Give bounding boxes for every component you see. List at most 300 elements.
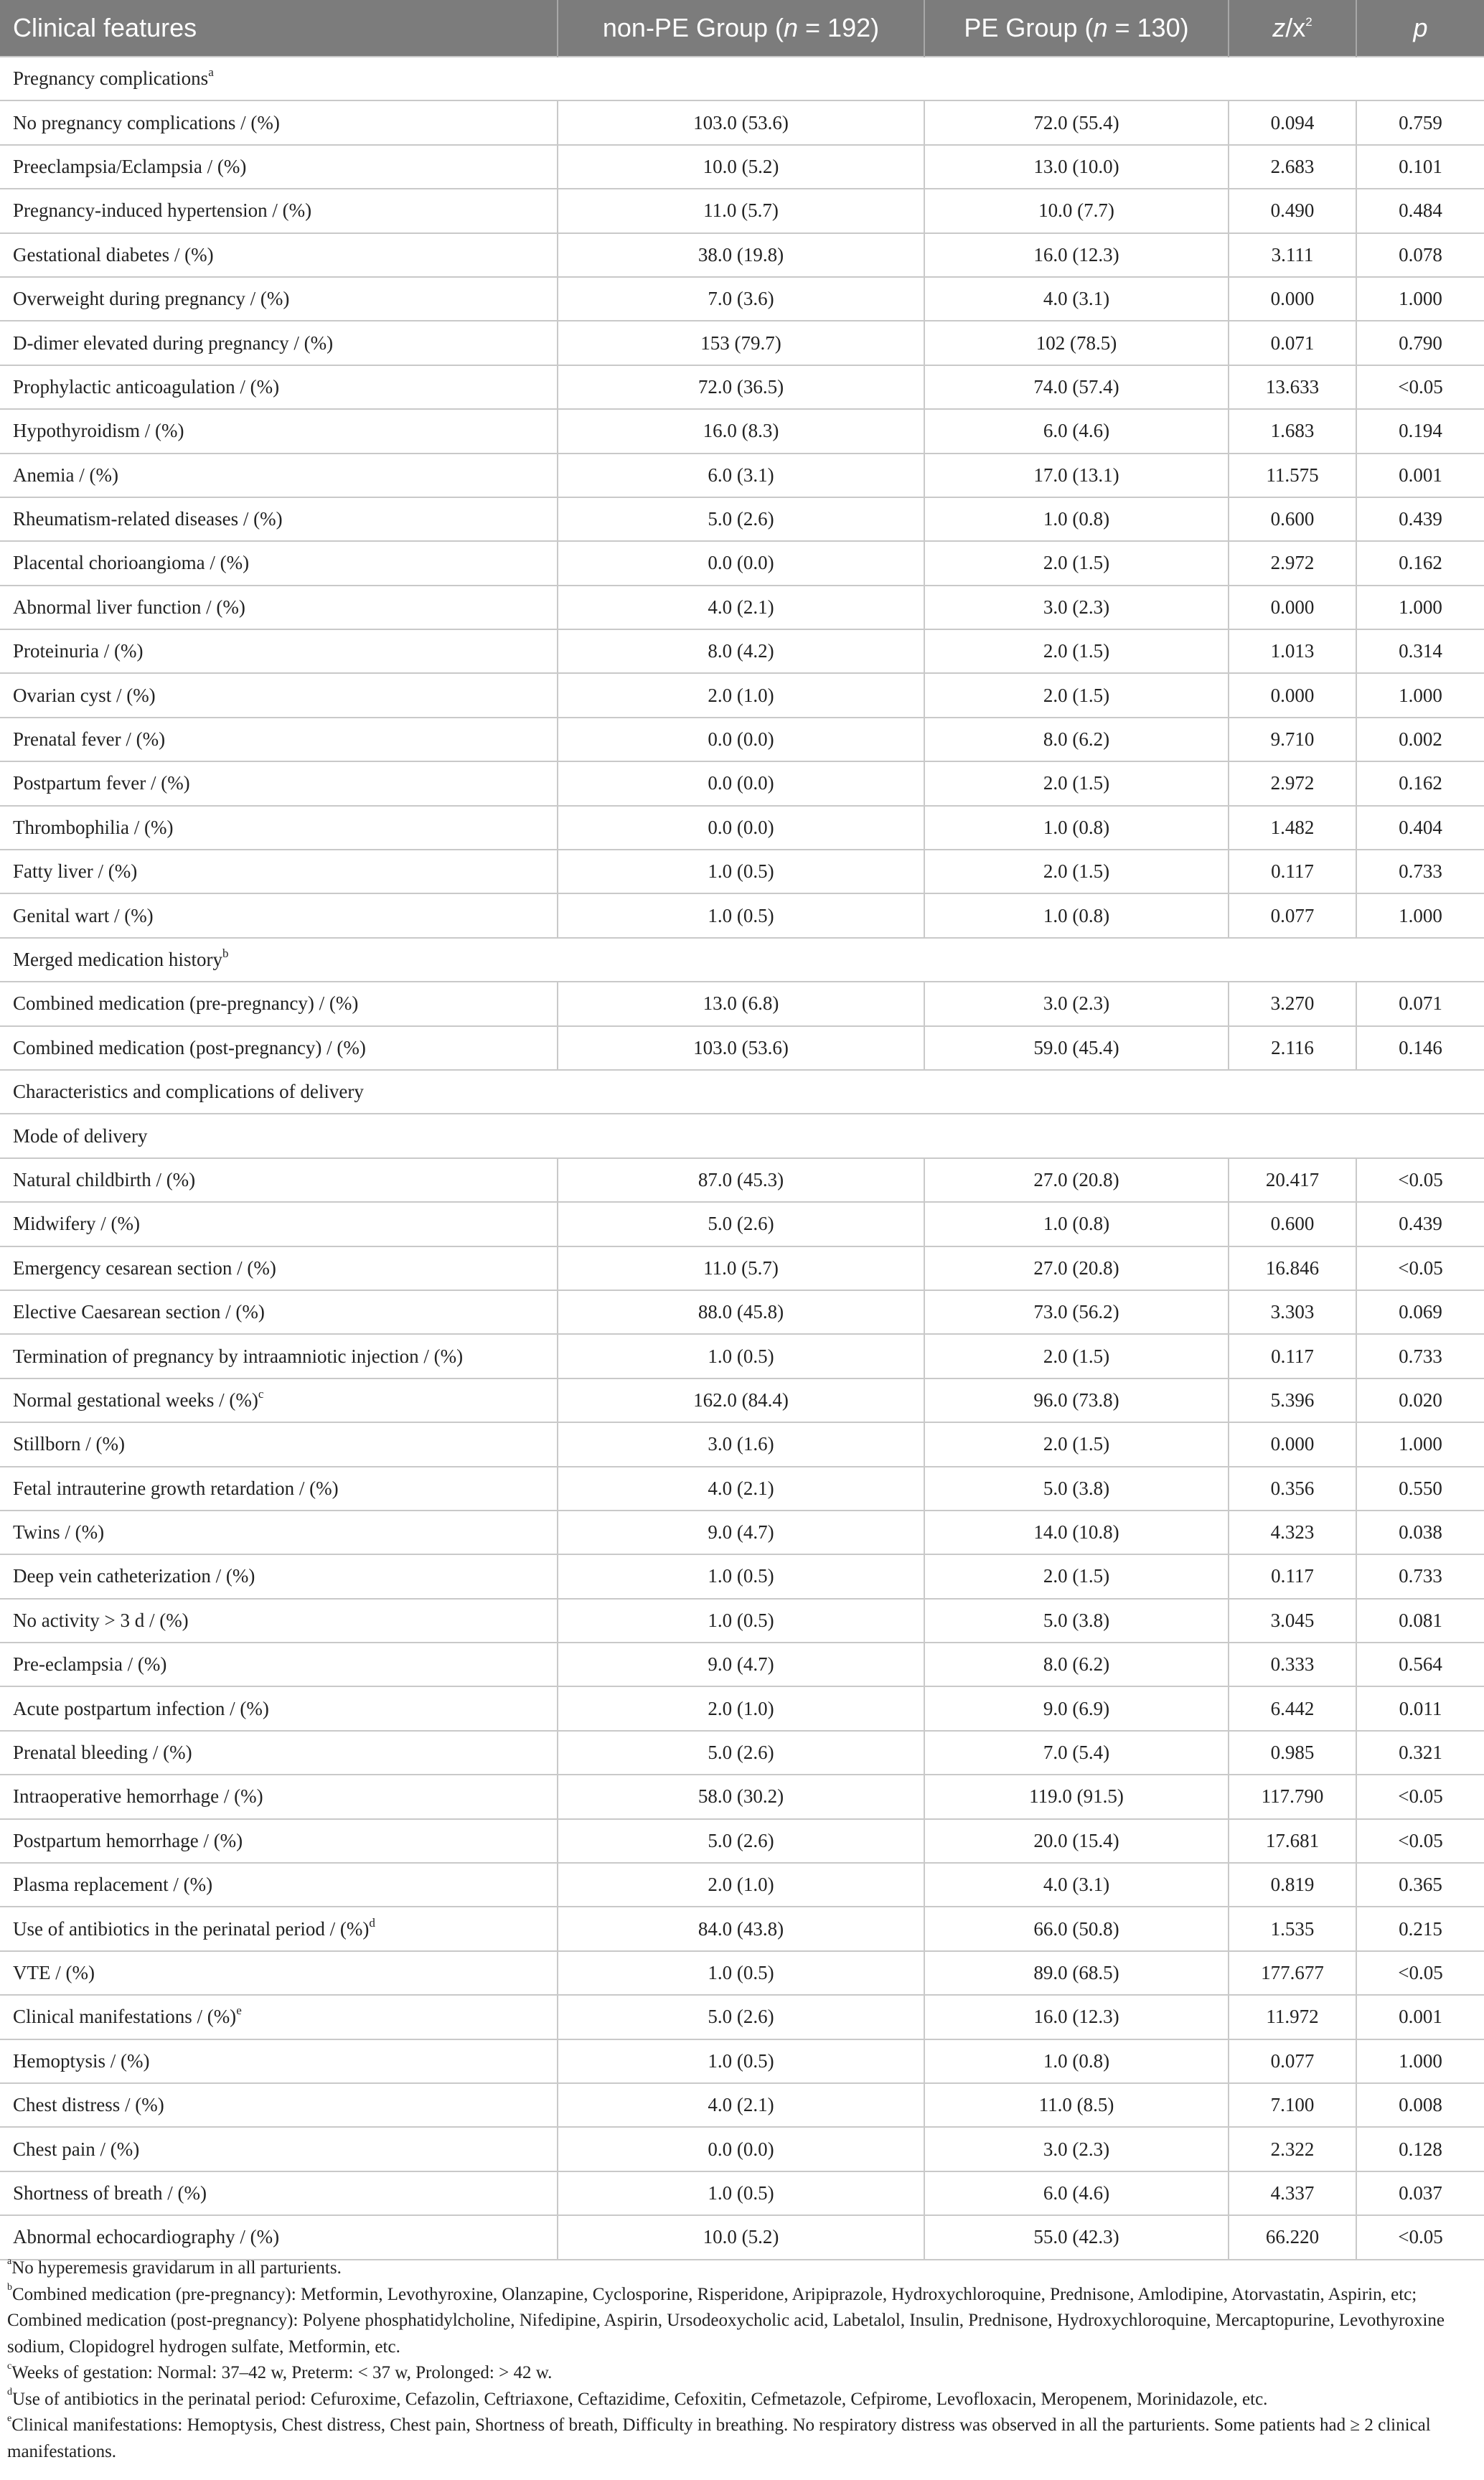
- cell-p-value: 0.564: [1356, 1643, 1484, 1686]
- cell-feature: Prenatal bleeding / (%): [0, 1731, 558, 1775]
- cell-pe: 2.0 (1.5): [924, 673, 1229, 717]
- table-row: [0, 1863, 1484, 1907]
- cell-statistic: 3.270: [1229, 982, 1356, 1025]
- cell-non-pe: 4.0 (2.1): [558, 586, 924, 629]
- cell-non-pe: 9.0 (4.7): [558, 1643, 924, 1686]
- cell-pe: 27.0 (20.8): [924, 1158, 1229, 1202]
- cell-pe: 96.0 (73.8): [924, 1378, 1229, 1422]
- cell-statistic: 9.710: [1229, 718, 1356, 761]
- cell-statistic: 2.972: [1229, 761, 1356, 805]
- cell-feature: Overweight during pregnancy / (%): [0, 277, 558, 321]
- cell-non-pe: 1.0 (0.5): [558, 1554, 924, 1598]
- table-row: [0, 1686, 1484, 1730]
- cell-pe: 1.0 (0.8): [924, 806, 1229, 850]
- cell-p-value: 1.000: [1356, 893, 1484, 937]
- table-row: [0, 1202, 1484, 1246]
- cell-pe: 3.0 (2.3): [924, 982, 1229, 1025]
- cell-statistic: 0.356: [1229, 1467, 1356, 1511]
- cell-statistic: 0.071: [1229, 321, 1356, 365]
- cell-pe: 2.0 (1.5): [924, 541, 1229, 585]
- cell-non-pe: 0.0 (0.0): [558, 541, 924, 585]
- cell-p-value: 0.194: [1356, 409, 1484, 453]
- table-row: [0, 982, 1484, 1025]
- cell-statistic: 0.000: [1229, 673, 1356, 717]
- cell-non-pe: 1.0 (0.5): [558, 893, 924, 937]
- cell-p-value: 0.439: [1356, 1202, 1484, 1246]
- table-row: [0, 893, 1484, 937]
- cell-statistic: 2.322: [1229, 2127, 1356, 2171]
- cell-p-value: 0.081: [1356, 1599, 1484, 1643]
- cell-feature: Shortness of breath / (%): [0, 2171, 558, 2215]
- cell-pe: 55.0 (42.3): [924, 2215, 1229, 2259]
- table-row: [0, 1422, 1484, 1466]
- table-row: [0, 1775, 1484, 1818]
- cell-p-value: 0.002: [1356, 718, 1484, 761]
- footnote: $^c$Weeks of gestation: Normal: 37–42 w, Preterm: < 37 w, Prolonged: > 42 w.: [7, 2360, 553, 2382]
- cell-p-value: <0.05: [1356, 1951, 1484, 1995]
- cell-non-pe: 88.0 (45.8): [558, 1290, 924, 1334]
- table-row: [0, 454, 1484, 497]
- table-row: [0, 1334, 1484, 1378]
- cell-pe: 6.0 (4.6): [924, 409, 1229, 453]
- cell-non-pe: 84.0 (43.8): [558, 1907, 924, 1950]
- cell-p-value: 0.790: [1356, 321, 1484, 365]
- table-row: [0, 233, 1484, 277]
- cell-statistic: 2.116: [1229, 1026, 1356, 1070]
- cell-p-value: 0.146: [1356, 1026, 1484, 1070]
- cell-statistic: 0.000: [1229, 1422, 1356, 1466]
- cell-pe: 72.0 (55.4): [924, 100, 1229, 144]
- cell-non-pe: 5.0 (2.6): [558, 1731, 924, 1775]
- cell-non-pe: 153 (79.7): [558, 321, 924, 365]
- table-row: [0, 409, 1484, 453]
- table-row: [0, 1907, 1484, 1950]
- cell-feature: Normal gestational weeks / (%)$^c$: [0, 1378, 558, 1422]
- table-row: [0, 541, 1484, 585]
- cell-pe: 1.0 (0.8): [924, 1202, 1229, 1246]
- cell-feature: VTE / (%): [0, 1951, 558, 1995]
- cell-statistic: 0.000: [1229, 277, 1356, 321]
- cell-pe: 20.0 (15.4): [924, 1819, 1229, 1863]
- table-row: [0, 1467, 1484, 1511]
- cell-pe: 119.0 (91.5): [924, 1775, 1229, 1818]
- table-row: [0, 1554, 1484, 1598]
- table-row: [0, 1511, 1484, 1554]
- cell-p-value: 0.759: [1356, 100, 1484, 144]
- footnote: $^d$Use of antibiotics in the perinatal period: Cefuroxime, Cefazolin, Ceftriaxone, Ceftazidime, Cefoxitin, Cefmetazole, Cefpirome, Levofloxacin, Meropenem, Morinidazole, etc.: [7, 2387, 1268, 2409]
- cell-statistic: 5.396: [1229, 1378, 1356, 1422]
- cell-p-value: 0.001: [1356, 1995, 1484, 2039]
- table-row: [0, 2083, 1484, 2127]
- cell-non-pe: 5.0 (2.6): [558, 1995, 924, 2039]
- cell-non-pe: 72.0 (36.5): [558, 365, 924, 409]
- cell-non-pe: 103.0 (53.6): [558, 100, 924, 144]
- footnote-marker: a: [208, 65, 214, 80]
- cell-statistic: 2.972: [1229, 541, 1356, 585]
- cell-statistic: 4.337: [1229, 2171, 1356, 2215]
- cell-p-value: 0.484: [1356, 189, 1484, 232]
- cell-feature: No pregnancy complications / (%): [0, 100, 558, 144]
- cell-non-pe: 4.0 (2.1): [558, 2083, 924, 2127]
- cell-p-value: <0.05: [1356, 1819, 1484, 1863]
- cell-p-value: 1.000: [1356, 673, 1484, 717]
- cell-pe: 16.0 (12.3): [924, 1995, 1229, 2039]
- cell-statistic: 20.417: [1229, 1158, 1356, 1202]
- cell-non-pe: 9.0 (4.7): [558, 1511, 924, 1554]
- cell-non-pe: 10.0 (5.2): [558, 145, 924, 189]
- cell-statistic: 0.117: [1229, 1334, 1356, 1378]
- section-row: [0, 1114, 1484, 1157]
- cell-p-value: 0.733: [1356, 850, 1484, 893]
- cell-statistic: 0.000: [1229, 586, 1356, 629]
- cell-statistic: 0.600: [1229, 1202, 1356, 1246]
- cell-statistic: 0.077: [1229, 893, 1356, 937]
- cell-non-pe: 3.0 (1.6): [558, 1422, 924, 1466]
- cell-non-pe: 5.0 (2.6): [558, 497, 924, 541]
- cell-pe: 16.0 (12.3): [924, 233, 1229, 277]
- cell-p-value: 0.733: [1356, 1554, 1484, 1598]
- cell-feature: Anemia / (%): [0, 454, 558, 497]
- cell-statistic: 3.303: [1229, 1290, 1356, 1334]
- cell-pe: 7.0 (5.4): [924, 1731, 1229, 1775]
- cell-feature: Proteinuria / (%): [0, 629, 558, 673]
- cell-non-pe: 10.0 (5.2): [558, 2215, 924, 2259]
- table-row: [0, 321, 1484, 365]
- cell-feature: Prenatal fever / (%): [0, 718, 558, 761]
- header-non-pe-group: non-PE Group (n = 192): [558, 0, 924, 57]
- cell-feature: Hemoptysis / (%): [0, 2039, 558, 2083]
- cell-p-value: 1.000: [1356, 586, 1484, 629]
- cell-statistic: 17.681: [1229, 1819, 1356, 1863]
- cell-p-value: 0.008: [1356, 2083, 1484, 2127]
- cell-non-pe: 1.0 (0.5): [558, 1599, 924, 1643]
- footnotes: [7, 2255, 1471, 2465]
- table-row: [0, 1643, 1484, 1686]
- cell-p-value: 0.404: [1356, 806, 1484, 850]
- cell-statistic: 3.111: [1229, 233, 1356, 277]
- footnote-marker: b: [222, 947, 229, 960]
- footnote-marker: c: [258, 1386, 264, 1401]
- cell-pe: 102 (78.5): [924, 321, 1229, 365]
- cell-p-value: 0.037: [1356, 2171, 1484, 2215]
- cell-statistic: 4.323: [1229, 1511, 1356, 1554]
- cell-non-pe: 2.0 (1.0): [558, 1863, 924, 1907]
- cell-feature: Rheumatism-related diseases / (%): [0, 497, 558, 541]
- cell-pe: 4.0 (3.1): [924, 277, 1229, 321]
- cell-pe: 4.0 (3.1): [924, 1863, 1229, 1907]
- cell-feature: Postpartum hemorrhage / (%): [0, 1819, 558, 1863]
- cell-non-pe: 11.0 (5.7): [558, 189, 924, 232]
- table-body: [0, 57, 1484, 2260]
- cell-non-pe: 16.0 (8.3): [558, 409, 924, 453]
- cell-p-value: <0.05: [1356, 365, 1484, 409]
- cell-feature: Combined medication (post-pregnancy) / (%): [0, 1026, 558, 1070]
- footnote: $^a$No hyperemesis gravidarum in all parturients.: [7, 2255, 342, 2278]
- cell-feature: Gestational diabetes / (%): [0, 233, 558, 277]
- cell-statistic: 1.013: [1229, 629, 1356, 673]
- cell-non-pe: 1.0 (0.5): [558, 2039, 924, 2083]
- cell-p-value: 0.162: [1356, 541, 1484, 585]
- cell-feature: Chest pain / (%): [0, 2127, 558, 2171]
- cell-non-pe: 38.0 (19.8): [558, 233, 924, 277]
- header-statistic: $z/x^2$: [1229, 0, 1356, 57]
- table-row: [0, 718, 1484, 761]
- cell-p-value: <0.05: [1356, 1775, 1484, 1818]
- cell-feature: Pre-eclampsia / (%): [0, 1643, 558, 1686]
- table-row: [0, 586, 1484, 629]
- table-row: [0, 2039, 1484, 2083]
- cell-pe: 66.0 (50.8): [924, 1907, 1229, 1950]
- cell-p-value: 0.071: [1356, 982, 1484, 1025]
- cell-feature: No activity > 3 d / (%): [0, 1599, 558, 1643]
- header-row: [0, 0, 1484, 57]
- cell-p-value: 0.215: [1356, 1907, 1484, 1950]
- section-row: [0, 938, 1484, 982]
- table-row: [0, 1290, 1484, 1334]
- cell-feature: Abnormal echocardiography / (%): [0, 2215, 558, 2259]
- cell-feature: Emergency cesarean section / (%): [0, 1246, 558, 1290]
- table-row: [0, 1599, 1484, 1643]
- cell-non-pe: 7.0 (3.6): [558, 277, 924, 321]
- cell-statistic: 117.790: [1229, 1775, 1356, 1818]
- cell-statistic: 3.045: [1229, 1599, 1356, 1643]
- cell-non-pe: 0.0 (0.0): [558, 761, 924, 805]
- cell-pe: 3.0 (2.3): [924, 586, 1229, 629]
- cell-p-value: 1.000: [1356, 1422, 1484, 1466]
- table-row: [0, 1819, 1484, 1863]
- cell-feature: Genital wart / (%): [0, 893, 558, 937]
- cell-p-value: 0.128: [1356, 2127, 1484, 2171]
- cell-pe: 17.0 (13.1): [924, 454, 1229, 497]
- cell-statistic: 13.633: [1229, 365, 1356, 409]
- cell-non-pe: 2.0 (1.0): [558, 1686, 924, 1730]
- header-clinical-features: Clinical features: [0, 0, 558, 57]
- cell-statistic: 0.333: [1229, 1643, 1356, 1686]
- cell-statistic: 1.482: [1229, 806, 1356, 850]
- section-label: Merged medication history$^b$: [0, 938, 1484, 982]
- cell-p-value: 0.020: [1356, 1378, 1484, 1422]
- cell-pe: 11.0 (8.5): [924, 2083, 1229, 2127]
- cell-p-value: 0.733: [1356, 1334, 1484, 1378]
- cell-pe: 2.0 (1.5): [924, 850, 1229, 893]
- cell-pe: 13.0 (10.0): [924, 145, 1229, 189]
- cell-pe: 59.0 (45.4): [924, 1026, 1229, 1070]
- cell-non-pe: 5.0 (2.6): [558, 1819, 924, 1863]
- cell-feature: Pregnancy-induced hypertension / (%): [0, 189, 558, 232]
- cell-statistic: 0.819: [1229, 1863, 1356, 1907]
- footnote: $^e$Clinical manifestations: Hemoptysis, Chest distress, Chest pain, Shortness of breath, Difficulty in breathing. No respiratory distress was observed in all the parturients. Some patients had ≥ 2 clinical manifestations.: [7, 2413, 1431, 2461]
- cell-feature: Acute postpartum infection / (%): [0, 1686, 558, 1730]
- cell-pe: 8.0 (6.2): [924, 718, 1229, 761]
- cell-feature: Midwifery / (%): [0, 1202, 558, 1246]
- cell-non-pe: 0.0 (0.0): [558, 2127, 924, 2171]
- cell-pe: 6.0 (4.6): [924, 2171, 1229, 2215]
- footnote: $^b$Combined medication (pre-pregnancy): Metformin, Levothyroxine, Olanzapine, Cyclosporine, Risperidone, Aripiprazole, Hydroxychloroquine, Prednisone, Amlodipine, Atorvastatin, Aspirin, etc; Combined medication (post-pregnancy): Polyene phosphatidylcholine, Nifedipine, Aspirin, Ursodeoxycholic acid, Labetalol, Insulin, Prednisone, Hydroxychloroquine, Mercaptopurine, Levothyroxine sodium, Clopidogrel hydrogen sulfate, Metformin, etc.: [7, 2282, 1445, 2357]
- cell-statistic: 0.117: [1229, 850, 1356, 893]
- cell-pe: 3.0 (2.3): [924, 2127, 1229, 2171]
- table-header: [0, 0, 1484, 57]
- cell-pe: 1.0 (0.8): [924, 497, 1229, 541]
- cell-feature: Chest distress / (%): [0, 2083, 558, 2127]
- cell-non-pe: 1.0 (0.5): [558, 850, 924, 893]
- table-row: [0, 629, 1484, 673]
- cell-statistic: 0.490: [1229, 189, 1356, 232]
- table-row: [0, 806, 1484, 850]
- cell-statistic: 177.677: [1229, 1951, 1356, 1995]
- cell-statistic: 16.846: [1229, 1246, 1356, 1290]
- cell-p-value: 0.314: [1356, 629, 1484, 673]
- cell-non-pe: 58.0 (30.2): [558, 1775, 924, 1818]
- cell-pe: 74.0 (57.4): [924, 365, 1229, 409]
- table-row: [0, 1158, 1484, 1202]
- cell-non-pe: 1.0 (0.5): [558, 2171, 924, 2215]
- cell-feature: Fetal intrauterine growth retardation / (%): [0, 1467, 558, 1511]
- cell-non-pe: 1.0 (0.5): [558, 1334, 924, 1378]
- cell-non-pe: 1.0 (0.5): [558, 1951, 924, 1995]
- cell-feature: Combined medication (pre-pregnancy) / (%): [0, 982, 558, 1025]
- section-label: Mode of delivery: [0, 1114, 1484, 1157]
- cell-feature: Twins / (%): [0, 1511, 558, 1554]
- table-row: [0, 1378, 1484, 1422]
- cell-feature: Hypothyroidism / (%): [0, 409, 558, 453]
- cell-pe: 8.0 (6.2): [924, 1643, 1229, 1686]
- cell-p-value: <0.05: [1356, 1158, 1484, 1202]
- cell-statistic: 11.575: [1229, 454, 1356, 497]
- cell-statistic: 0.985: [1229, 1731, 1356, 1775]
- cell-non-pe: 2.0 (1.0): [558, 673, 924, 717]
- cell-feature: Termination of pregnancy by intraamniotic injection / (%): [0, 1334, 558, 1378]
- cell-feature: Deep vein catheterization / (%): [0, 1554, 558, 1598]
- header-pe-group: PE Group (n = 130): [924, 0, 1229, 57]
- table-row: [0, 100, 1484, 144]
- cell-p-value: 0.439: [1356, 497, 1484, 541]
- table-row: [0, 365, 1484, 409]
- cell-p-value: <0.05: [1356, 2215, 1484, 2259]
- cell-statistic: 11.972: [1229, 1995, 1356, 2039]
- cell-feature: Postpartum fever / (%): [0, 761, 558, 805]
- cell-p-value: 0.038: [1356, 1511, 1484, 1554]
- table-row: [0, 277, 1484, 321]
- cell-p-value: <0.05: [1356, 1246, 1484, 1290]
- table-row: [0, 1246, 1484, 1290]
- cell-feature: D-dimer elevated during pregnancy / (%): [0, 321, 558, 365]
- cell-non-pe: 0.0 (0.0): [558, 718, 924, 761]
- cell-feature: Ovarian cyst / (%): [0, 673, 558, 717]
- cell-feature: Intraoperative hemorrhage / (%): [0, 1775, 558, 1818]
- cell-feature: Plasma replacement / (%): [0, 1863, 558, 1907]
- table-row: [0, 1731, 1484, 1775]
- cell-feature: Abnormal liver function / (%): [0, 586, 558, 629]
- cell-pe: 10.0 (7.7): [924, 189, 1229, 232]
- table-row: [0, 850, 1484, 893]
- table-row: [0, 1951, 1484, 1995]
- cell-p-value: 0.011: [1356, 1686, 1484, 1730]
- table-row: [0, 189, 1484, 232]
- cell-p-value: 0.550: [1356, 1467, 1484, 1511]
- cell-feature: Preeclampsia/Eclampsia / (%): [0, 145, 558, 189]
- cell-pe: 89.0 (68.5): [924, 1951, 1229, 1995]
- cell-non-pe: 87.0 (45.3): [558, 1158, 924, 1202]
- cell-p-value: 0.069: [1356, 1290, 1484, 1334]
- table-row: [0, 145, 1484, 189]
- cell-statistic: 6.442: [1229, 1686, 1356, 1730]
- cell-feature: Elective Caesarean section / (%): [0, 1290, 558, 1334]
- table-row: [0, 673, 1484, 717]
- cell-p-value: 0.001: [1356, 454, 1484, 497]
- table-row: [0, 2171, 1484, 2215]
- cell-pe: 1.0 (0.8): [924, 893, 1229, 937]
- section-label: Pregnancy complications$^a$: [0, 57, 1484, 100]
- cell-non-pe: 162.0 (84.4): [558, 1378, 924, 1422]
- cell-statistic: 66.220: [1229, 2215, 1356, 2259]
- cell-statistic: 7.100: [1229, 2083, 1356, 2127]
- cell-non-pe: 13.0 (6.8): [558, 982, 924, 1025]
- cell-feature: Thrombophilia / (%): [0, 806, 558, 850]
- cell-statistic: 0.117: [1229, 1554, 1356, 1598]
- cell-non-pe: 6.0 (3.1): [558, 454, 924, 497]
- section-row: [0, 1070, 1484, 1114]
- cell-pe: 9.0 (6.9): [924, 1686, 1229, 1730]
- cell-p-value: 0.162: [1356, 761, 1484, 805]
- footnote-marker: d: [369, 1915, 375, 1930]
- cell-statistic: 1.535: [1229, 1907, 1356, 1950]
- cell-non-pe: 8.0 (4.2): [558, 629, 924, 673]
- cell-feature: Placental chorioangioma / (%): [0, 541, 558, 585]
- cell-pe: 2.0 (1.5): [924, 1554, 1229, 1598]
- footnote-marker: e: [236, 2004, 242, 2018]
- cell-pe: 2.0 (1.5): [924, 761, 1229, 805]
- table-row: [0, 2127, 1484, 2171]
- cell-pe: 2.0 (1.5): [924, 1334, 1229, 1378]
- cell-p-value: 0.078: [1356, 233, 1484, 277]
- cell-pe: 14.0 (10.8): [924, 1511, 1229, 1554]
- cell-non-pe: 4.0 (2.1): [558, 1467, 924, 1511]
- cell-non-pe: 103.0 (53.6): [558, 1026, 924, 1070]
- table-row: [0, 497, 1484, 541]
- cell-statistic: 1.683: [1229, 409, 1356, 453]
- cell-pe: 27.0 (20.8): [924, 1246, 1229, 1290]
- cell-feature: Use of antibiotics in the perinatal period / (%)$^d$: [0, 1907, 558, 1950]
- header-p-value: p: [1356, 0, 1484, 57]
- cell-non-pe: 5.0 (2.6): [558, 1202, 924, 1246]
- table-row: [0, 1995, 1484, 2039]
- cell-statistic: 2.683: [1229, 145, 1356, 189]
- section-label: Characteristics and complications of delivery: [0, 1070, 1484, 1114]
- cell-pe: 2.0 (1.5): [924, 629, 1229, 673]
- cell-pe: 5.0 (3.8): [924, 1599, 1229, 1643]
- cell-pe: 1.0 (0.8): [924, 2039, 1229, 2083]
- cell-feature: Clinical manifestations / (%)$^e$: [0, 1995, 558, 2039]
- table-row: [0, 761, 1484, 805]
- cell-feature: Prophylactic anticoagulation / (%): [0, 365, 558, 409]
- table-row: [0, 1026, 1484, 1070]
- cell-pe: 2.0 (1.5): [924, 1422, 1229, 1466]
- cell-statistic: 0.077: [1229, 2039, 1356, 2083]
- cell-statistic: 0.094: [1229, 100, 1356, 144]
- cell-feature: Stillborn / (%): [0, 1422, 558, 1466]
- cell-p-value: 0.365: [1356, 1863, 1484, 1907]
- cell-feature: Fatty liver / (%): [0, 850, 558, 893]
- cell-p-value: 1.000: [1356, 2039, 1484, 2083]
- cell-pe: 73.0 (56.2): [924, 1290, 1229, 1334]
- cell-non-pe: 0.0 (0.0): [558, 806, 924, 850]
- cell-p-value: 0.321: [1356, 1731, 1484, 1775]
- cell-p-value: 0.101: [1356, 145, 1484, 189]
- cell-pe: 5.0 (3.8): [924, 1467, 1229, 1511]
- section-row: [0, 57, 1484, 100]
- cell-non-pe: 11.0 (5.7): [558, 1246, 924, 1290]
- cell-feature: Natural childbirth / (%): [0, 1158, 558, 1202]
